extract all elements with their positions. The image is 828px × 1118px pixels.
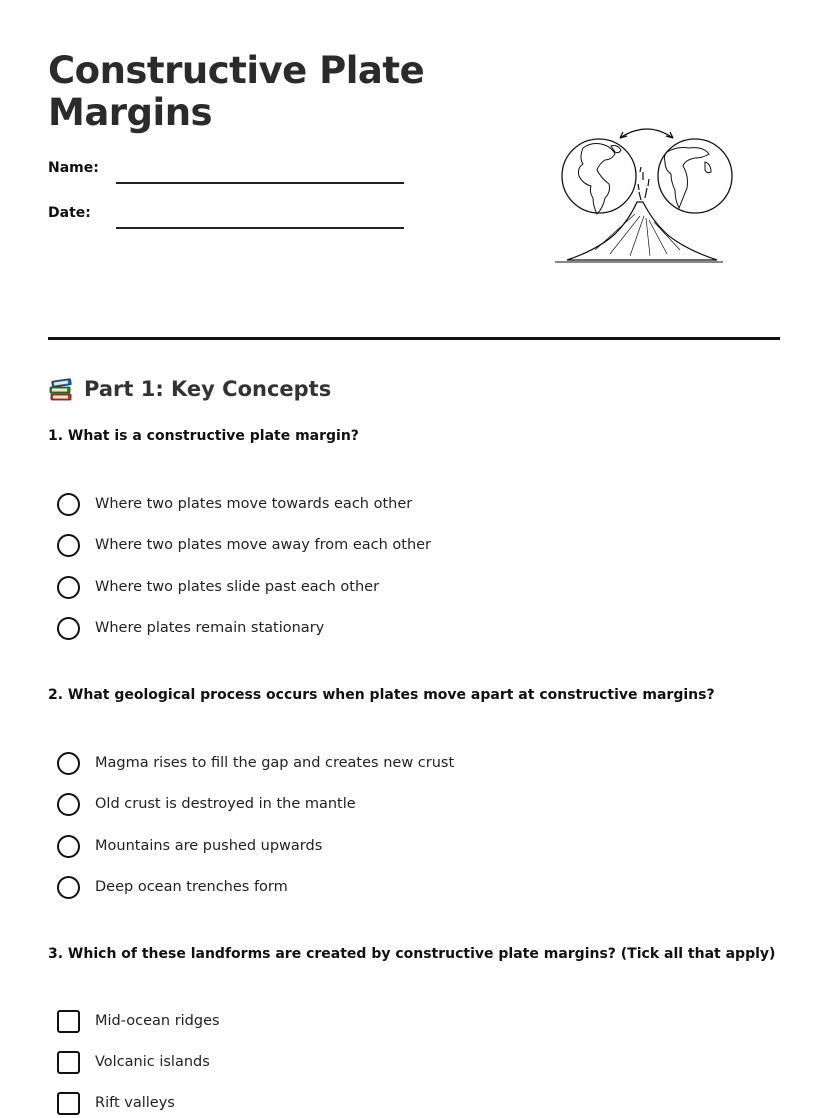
q3-option-2[interactable] <box>57 1049 210 1075</box>
q1-option-2[interactable] <box>57 532 431 558</box>
name-answer-line[interactable] <box>116 182 404 184</box>
option-label: Magma rises to fill the gap and creates new crust <box>95 755 455 771</box>
radio-button[interactable] <box>57 752 80 775</box>
option-label: Where two plates move away from each other <box>95 537 432 553</box>
part1-heading <box>48 374 331 404</box>
option-label: Mountains are pushed upwards <box>95 838 323 854</box>
date-answer-line[interactable] <box>116 227 404 229</box>
option-label: Mid-ocean ridges <box>95 1013 220 1029</box>
books-icon <box>48 376 74 402</box>
option-label: Deep ocean trenches form <box>95 879 288 895</box>
q2-option-4[interactable] <box>57 874 288 900</box>
q3-option-3[interactable] <box>57 1090 175 1116</box>
radio-button[interactable] <box>57 793 80 816</box>
question-3: 3. Which of these landforms are created by constructive plate margins? (Tick all that apply) <box>48 946 776 962</box>
date-label: Date: <box>48 205 91 221</box>
section-divider <box>48 337 780 340</box>
radio-button[interactable] <box>57 617 80 640</box>
radio-button[interactable] <box>57 576 80 599</box>
q2-option-2[interactable] <box>57 791 356 817</box>
q1-option-3[interactable] <box>57 574 379 600</box>
q2-option-3[interactable] <box>57 833 322 859</box>
checkbox[interactable] <box>57 1010 80 1033</box>
name-label: Name: <box>48 160 99 176</box>
q1-option-4[interactable] <box>57 615 324 641</box>
part1-heading-text: Part 1: Key Concepts <box>84 377 332 401</box>
option-label: Where two plates move towards each other <box>95 496 413 512</box>
worksheet-title: Constructive Plate Margins <box>48 49 425 134</box>
q1-option-1[interactable] <box>57 491 412 517</box>
q3-option-1[interactable] <box>57 1008 220 1034</box>
radio-button[interactable] <box>57 835 80 858</box>
name-field[interactable] <box>48 160 408 190</box>
globes-volcano-illustration <box>555 122 735 267</box>
date-field[interactable] <box>48 205 408 235</box>
option-label: Where two plates slide past each other <box>95 579 380 595</box>
question-1: 1. What is a constructive plate margin? <box>48 428 359 444</box>
radio-button[interactable] <box>57 876 80 899</box>
option-label: Where plates remain stationary <box>95 620 325 636</box>
radio-button[interactable] <box>57 534 80 557</box>
option-label: Volcanic islands <box>95 1054 210 1070</box>
checkbox[interactable] <box>57 1092 80 1115</box>
option-label: Old crust is destroyed in the mantle <box>95 796 356 812</box>
radio-button[interactable] <box>57 493 80 516</box>
option-label: Rift valleys <box>95 1095 175 1111</box>
checkbox[interactable] <box>57 1051 80 1074</box>
question-2: 2. What geological process occurs when plates move apart at constructive margins? <box>48 687 715 703</box>
q2-option-1[interactable] <box>57 750 454 776</box>
